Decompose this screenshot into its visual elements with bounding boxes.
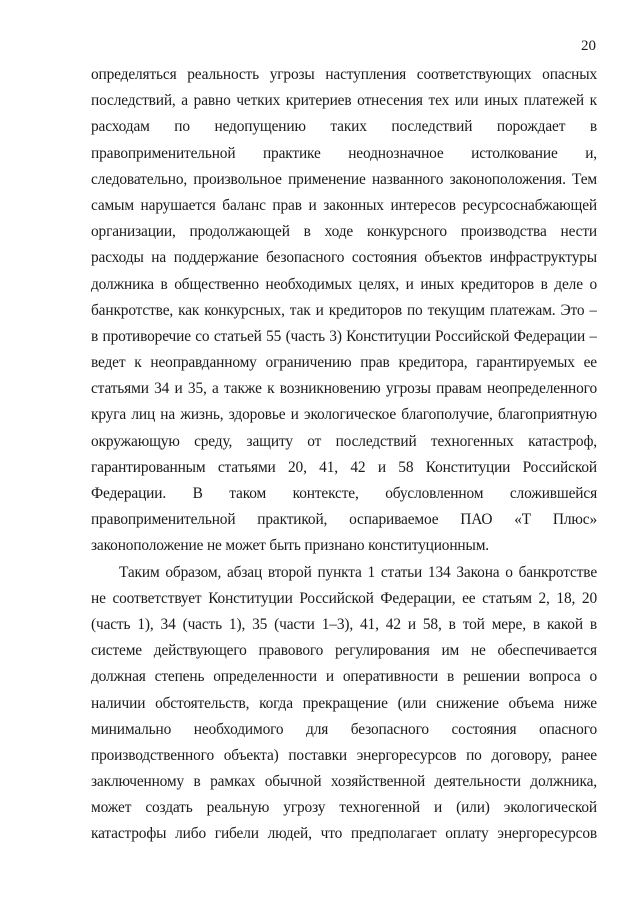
text-line: катастрофы либо гибели людей, что предполагает оплату энергоресурсов [91,825,597,843]
text-line: не соответствует Конституции Российской Федерации, ее статьям 2, 18, 20 [91,589,597,607]
paragraph [91,560,597,848]
text-line: в противоречие со статьей 55 (часть 3) Конституции Российской Федерации – [91,327,597,345]
text-line: правоприменительной практикой, оспариваемое ПАО «Т Плюс» [91,511,597,529]
text-line: законоположение не может быть признано конституционным. [91,537,489,555]
text-line: системе действующего правового регулирования им не обеспечивается [91,642,597,660]
text-line: расходам по недопущению таких последствий порождает в [91,118,597,136]
text-line: заключенному в рамках обычной хозяйственной деятельности должника, [91,773,597,791]
text-line: (часть 1), 34 (часть 1), 35 (части 1–3), 41, 42 и 58, в той мере, в какой в [91,615,597,633]
text-line: Таким образом, абзац второй пункта 1 статьи 134 Закона о банкротстве [119,563,597,581]
text-line: может создать реальную угрозу техногенной и (или) экологической [91,799,597,817]
text-line: самым нарушается баланс прав и законных интересов ресурсоснабжающей [91,196,597,214]
paragraph [91,62,597,560]
text-line: организации, продолжающей в ходе конкурсного производства нести [91,223,597,241]
text-line: должника в общественно необходимых целях, и иных кредиторов в деле о [91,275,597,293]
text-line: Федерации. В таком контексте, обусловленном сложившейся [91,485,597,502]
text-line: правоприменительной практике неоднозначное истолкование и, [91,144,597,162]
text-line: следовательно, произвольное применение названного законоположения. Тем [91,170,597,188]
text-line: расходы на поддержание безопасного состояния объектов инфраструктуры [91,249,597,267]
text-line: определяться реальность угрозы наступления соответствующих опасных [91,66,597,83]
text-line: ведет к неоправданному ограничению прав кредитора, гарантируемых ее [91,354,597,372]
document-body [91,62,597,848]
text-line: производственного объекта) поставки энергоресурсов по договору, ранее [91,746,597,764]
text-line: гарантированным статьями 20, 41, 42 и 58 Конституции Российской [91,458,597,476]
text-line: круга лиц на жизнь, здоровье и экологическое благополучие, благоприятную [91,406,597,424]
text-line: минимально необходимого для безопасного состояния опасного [91,720,597,738]
text-line: окружающую среду, защиту от последствий техногенных катастроф, [91,432,597,450]
text-line: статьями 34 и 35, а также к возникновению угрозы правам неопределенного [91,380,597,398]
text-line: наличии обстоятельств, когда прекращение (или снижение объема ниже [91,694,597,712]
text-line: последствий, а равно четких критериев отнесения тех или иных платежей к [91,92,597,110]
text-line: должная степень определенности и оперативности в решении вопроса о [91,668,597,686]
text-line: банкротстве, как конкурсных, так и кредиторов по текущим платежам. Это – [91,301,597,319]
page-number: 20 [581,38,596,54]
